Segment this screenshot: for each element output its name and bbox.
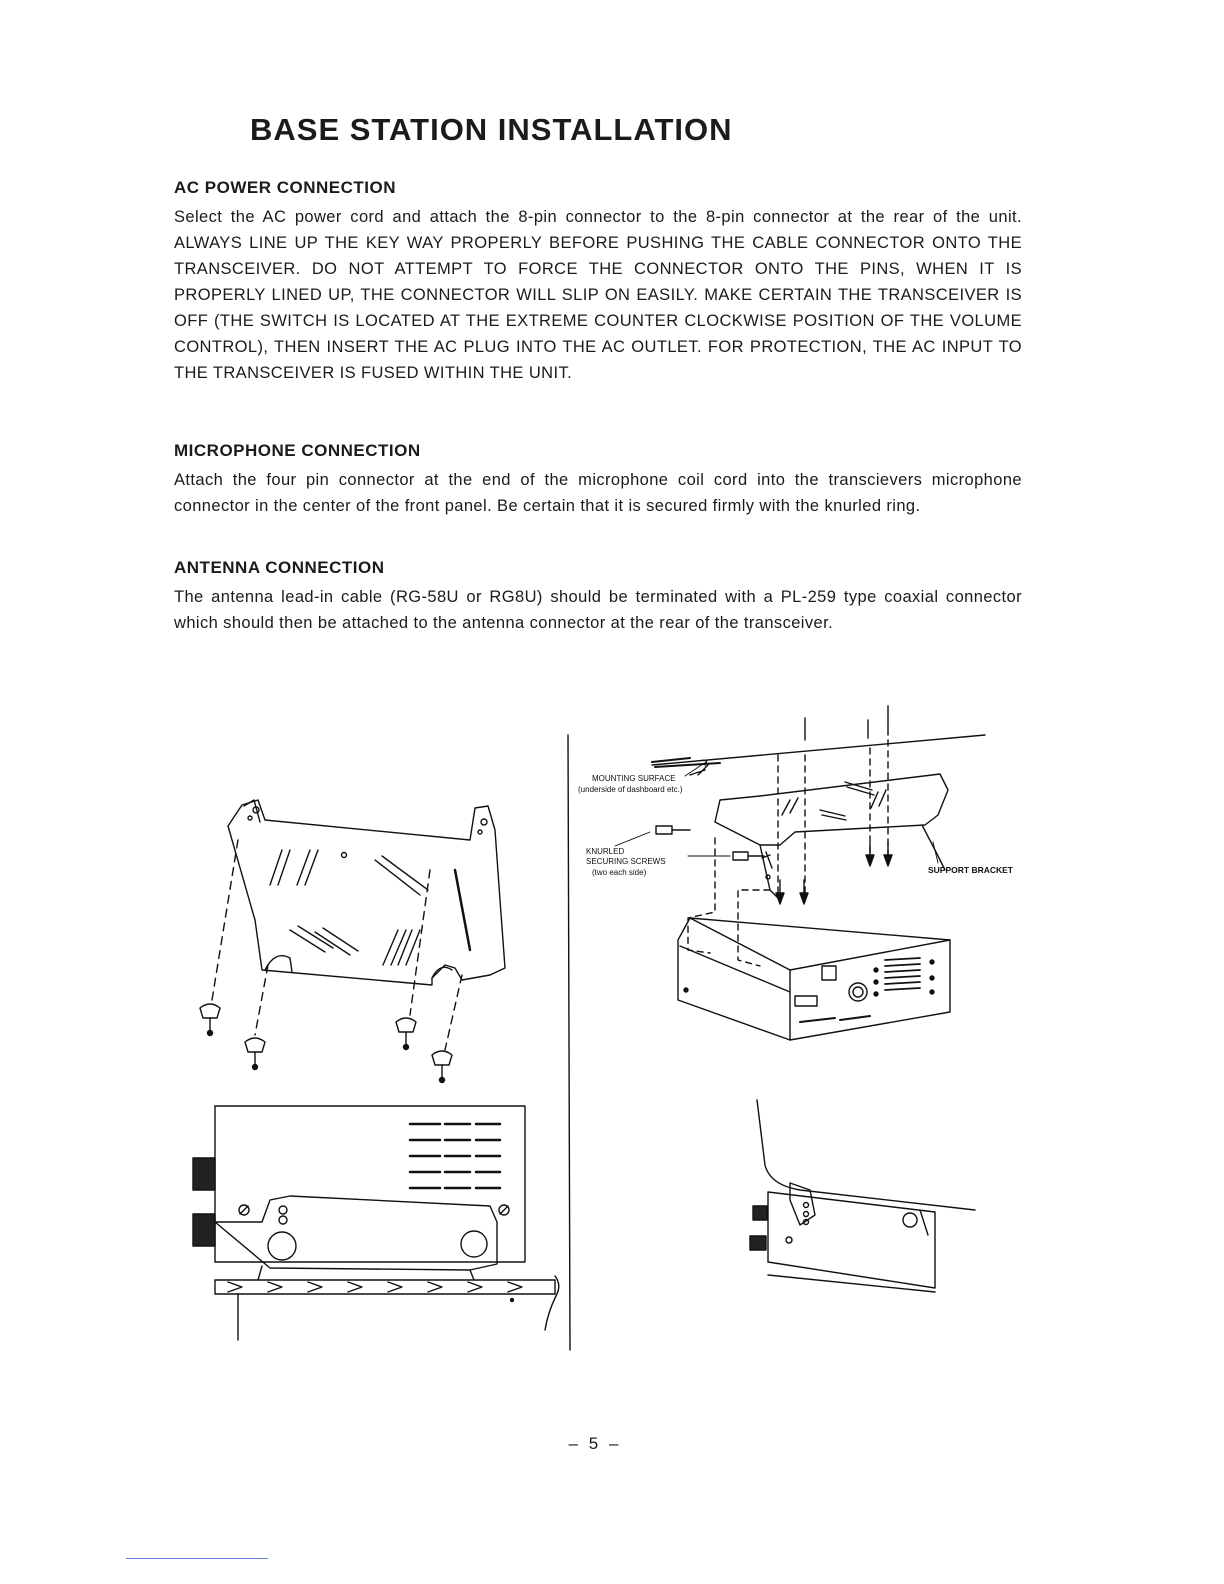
page-title: BASE STATION INSTALLATION <box>250 112 733 147</box>
securing-screws-label: SECURING SCREWS <box>586 857 666 866</box>
side-view-drawing <box>193 1106 559 1340</box>
antenna-heading: ANTENNA CONNECTION <box>174 558 385 577</box>
securing-screws-note: (two each side) <box>592 868 647 877</box>
ac-power-heading: AC POWER CONNECTION <box>174 178 396 197</box>
bracket-exploded-drawing <box>200 800 505 1083</box>
footer-rule <box>126 1558 268 1559</box>
antenna-text: The antenna lead-in cable (RG-58U or RG8U) should be terminated with a PL-259 type coaxial connector which should then be attached to the antenna connector at the rear of the transceiver. <box>174 588 1022 632</box>
mounting-surface-note: (underside of dashboard etc.) <box>578 785 683 794</box>
microphone-text: Attach the four pin connector at the end of the microphone coil cord into the transcievers microphone connector in the center of the front panel. Be certain that it is secured firmly with the knurled ring. <box>174 471 1022 515</box>
microphone-heading: MICROPHONE CONNECTION <box>174 441 421 460</box>
knurled-label: KNURLED <box>586 847 625 856</box>
support-bracket-label: SUPPORT BRACKET <box>928 865 1014 875</box>
ac-power-text: Select the AC power cord and attach the 8-pin connector to the 8-pin connector at the rear of the unit. ALWAYS LINE UP THE KEY WAY PROPERLY BEFORE PUSHING THE CABLE CONNECTOR ONTO THE TRANSCEIVER. DO NOT ATTEMPT TO FORCE THE CONNECTOR ONTO THE PINS, WHEN IT IS PROPERLY LINED UP, THE CONNECTOR WILL SLIP ON EASILY. MAKE CERTAIN THE TRANSCEIVER IS OFF (THE SWITCH IS LOCATED AT THE EXTREME COUNTER CLOCKWISE POSITION OF THE VOLUME CONTROL), THEN INSERT THE AC PLUG INTO THE AC OUTLET. FOR PROTECTION, THE AC INPUT TO THE TRANSCEIVER IS FUSED WITHIN THE UNIT. <box>174 208 1022 382</box>
figure-divider <box>568 735 570 1350</box>
under-dash-side-view <box>750 1100 975 1292</box>
mounting-surface-label: MOUNTING SURFACE <box>592 774 676 783</box>
page-number: – 5 – <box>568 1434 622 1453</box>
rubber-feet <box>200 1004 452 1083</box>
